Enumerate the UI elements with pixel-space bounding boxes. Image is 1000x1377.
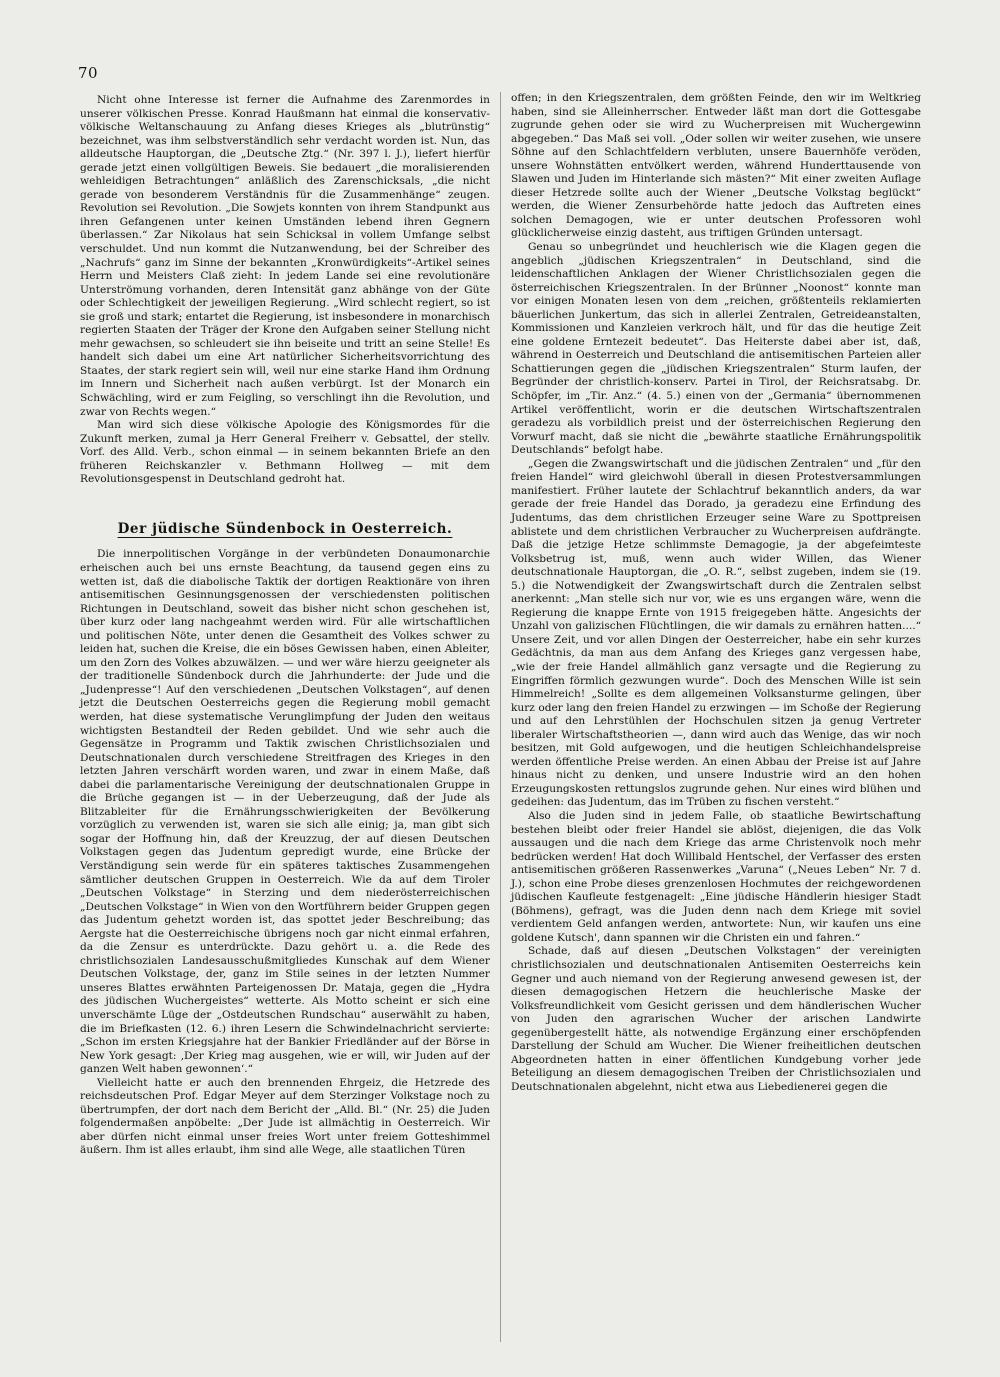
article-paragraph: Schade, daß auf diesen „Deutschen Volkstagen“ der vereinigten christlichsozialen und deutschnationalen Antisemiten Oesterreichs kein Gegner und auch niemand von der Regierung anwesend gewesen ist, der diesen demagogischen Hetzern die heuchlerische Maske der Volksfreundlichkeit vom Gesicht gerissen und dem händlerischen Wucher von Juden den agrarischen Wucher der arischen Landwirte gegenübergestellt hätte, als notwendige Ergänzung einer erschöpfenden Darstellung der Schuld am Wucher. Die Wiener freiheitlichen deutschen Abgeordneten hatten in einer öffentlichen Kundgebung vorher jede Beteiligung an diesem demagogischen Treiben der Christlichsozialen und Deutschnationalen abgelehnt, nicht etwa aus Liebedienerei gegen die (511, 945, 921, 1093)
article-paragraph: Nicht ohne Interesse ist ferner die Aufnahme des Zarenmordes in unserer völkischen Presse. Konrad Haußmann hat einmal die konservativ-völkische Weltanschauung zu Anfang dieses Krieges als „blutrünstig“ bezeichnet, was ihm selbstverständlich sehr verdacht worden ist. Nun, das alldeutsche Hauptorgan, die „Deutsche Ztg.“ (Nr. 397 l. J.), liefert hierfür gerade jetzt einen vollgültigen Beweis. Sie bedauert „die moralisierenden wehleidigen Betrachtungen“ anläßlich des Zarenschicksals, „die nicht gerade von besonderem Verständnis für die Zusammenhänge“ zeugen. Revolution sei Revolution. „Die Sowjets konnten von ihrem Standpunkt aus ihren Gefangenen unter keinen Umständen lebend ihren Gegnern überlassen.“ Zar Nikolaus hat sein Schicksal in vollem Umfange selbst verschuldet. Und nun kommt die Nutzanwendung, bei der Schreiber des „Nachrufs“ ganz im Sinne der bekannten „Kronwürdigkeits“-Artikel seines Herrn und Meisters Claß zieht: In jedem Lande sei eine revolutionäre Unterströmung vorhanden, deren Intensität ganz abhänge von der Güte oder Schlechtigkeit der jeweiligen Regierung. „Wird schlecht regiert, so ist sie groß und stark; entartet die Regierung, ist insbesondere in monarchisch regierten Staaten der Träger der Krone den Aufgaben seiner Stellung nicht mehr gewachsen, so schleudert sie ihn beiseite und tritt an seine Stelle! Es handelt sich dabei um eine Art natürlicher Sicherheitsvorrichtung des Staates, der stark regiert sein will, weil nur eine starke Hand ihm Ordnung im Innern und Sicherheit nach außen verbürgt. Ist der Monarch ein Schwächling, wird er zum Feigling, so verschlingt ihn die Revolution, und zwar von Rechts wegen.“ (80, 94, 490, 418)
section-gap (80, 487, 490, 509)
article-paragraph: Genau so unbegründet und heuchlerisch wie die Klagen gegen die angeblich „jüdischen Kriegszentralen“ in Deutschland, sind die leidenschaftlichen Anklagen der Wiener Christlichsozialen gegen die österreichischen Kriegszentralen. In der Brünner „Noonost“ konnte man vor einigen Monaten lesen von dem „reichen, größtenteils reklamierten bäuerlichen Junkertum, das sich in allerlei Zentralen, Getreideanstalten, Kommissionen und Kanzleien verkroch hält, und für das die heutige Zeit eine goldene Erntezeit bedeutet“. Das Heiterste dabei aber ist, daß, während in Oesterreich und Deutschland die antisemitischen Parteien aller Schattierungen gegen die „jüdischen Kriegszentralen“ Sturm laufen, der Begründer der christlich-konserv. Partei in Tirol, der Reichsratsabg. Dr. Schöpfer, im „Tir. Anz.“ (4. 5.) einen von der „Germania“ übernommenen Artikel veröffentlicht, worin er die deutschen Wirtschaftszentralen geradezu als vorbildlich preist und der österreichischen Regierung den Vorwurf macht, daß sie nicht die „bewährte staatliche Ernährungspolitik Deutschlands“ befolgt habe. (511, 241, 921, 457)
article-paragraph: Man wird sich diese völkische Apologie des Königsmordes für die Zukunft merken, zumal ja Herr General Freiherr v. Gebsattel, der stellv. Vorf. des Alld. Verb., schon einmal — in seinem bekannten Briefe an den früheren Reichskanzler v. Bethmann Hollweg — mit dem Revolutionsgespenst in Deutschland gedroht hat. (80, 419, 490, 486)
heading-spacer (80, 540, 490, 548)
article-paragraph: Also die Juden sind in jedem Falle, ob staatliche Bewirtschaftung bestehen bleibt oder freier Handel sie ablöst, diejenigen, die das Volk aussaugen und die nach dem Kriege das arme Christenvolk noch mehr bedrücken werden! Hat doch Willibald Hentschel, der Verfasser des ersten antisemitischen größeren Rassenwerkes „Varuna“ („Neues Leben“ Nr. 7 d. J.), schon eine Probe dieses grenzenlosen Hochmutes der reichgewordenen jüdischen Kaufleute festgenagelt: „Eine jüdische Händlerin hiesiger Stadt (Böhmens), gefragt, was die Juden denn nach dem Kriege mit soviel verdientem Geld anfangen werden, antwortete: Nun, wir kaufen uns eine goldene Kutsch', dann spannen wir die Christen ein und fahren.“ (511, 809, 921, 944)
article-paragraph: offen; in den Kriegszentralen, dem größten Feinde, den wir im Weltkrieg haben, sind sie Alleinherrscher. Entweder läßt man dort die Gottesgabe zugrunde gehen oder sie wird zu Wucherpreisen mit Wuchergewinn abgegeben.“ Das Maß sei voll. „Oder sollen wir weiter zusehen, wie unsere Söhne auf den Schlachtfeldern verbluten, unsere Bauernhöfe veröden, unsere Wohnstätten entvölkert werden, während Hunderttausende von Slawen und Juden im Hinterlande sich mästen?“ Mit einer zweiten Auflage dieser Hetzrede sollte auch der Wiener „Deutsche Volkstag beglückt“ werden, die Wiener Zensurbehörde hatte jedoch das Auftreten eines solchen Demagogen, wie er unter deutschen Professoren wohl glücklicherweise einzig dasteht, aus triftigen Gründen untersagt. (511, 92, 921, 240)
left-column (80, 94, 490, 1158)
article-paragraph: Die innerpolitischen Vorgänge in der verbündeten Donaumonarchie erheischen auch bei uns ernste Beachtung, da tausend gegen eins zu wetten ist, daß die diabolische Taktik der dortigen Reaktionäre von ihren antisemitischen Gesinnungsgenossen der verschiedensten politischen Richtungen in Deutschland, soweit das bisher nicht schon geschehen ist, über kurz oder lang nachgeahmt werden wird. Für alle wirtschaftlichen und politischen Nöte, unter denen die Gesamtheit des Volkes schwer zu leiden hat, suchen die Kreise, die ein böses Gewissen haben, einen Ableiter, um den Zorn des Volkes abzuwälzen. — und wer wäre hierzu geeigneter als der traditionelle Sündenbock durch die Jahrhunderte: der Jude und die „Judenpresse“! Auf den verschiedenen „Deutschen Volkstagen“, auf denen jetzt die Deutschen Oesterreichs gegen die Regierung mobil gemacht werden, hat diese systematische Verunglimpfung der Juden den weitaus wichtigsten Bestandteil der Reden gebildet. Und wie sehr auch die Gegensätze in Programm und Taktik zwischen Christlichsozialen und Deutschnationalen durch verschiedene Streitfragen des Krieges in den letzten Jahren verschärft worden waren, und zwar in einem Maße, daß dabei die parlamentarische Vereinigung der deutschnationalen Gruppe in die Brüche gegangen ist — in der Ueberzeugung, daß der Jude als Blitzableiter für die Ernährungsschwierigkeiten der Bevölkerung vorzüglich zu verwenden ist, waren sie sich alle einig; ja, man gibt sich sogar der Hoffnung hin, daß der Kreuzzug, der auf diesen Deutschen Volkstagen gegen das Judentum gepredigt wurde, eine Brücke der Verständigung sein werde für ein späteres taktisches Zusammengehen sämtlicher deutschen Gruppen in Oesterreich. Wie da auf dem Tiroler „Deutschen Volkstage“ in Sterzing und dem niederösterreichischen „Deutschen Volkstage“ in Wien von den Wortführern beider Gruppen gegen das Judentum gehetzt worden ist, das spottet jeder Beschreibung; das Aergste hat die Oesterreichische übrigens noch gar nicht einmal erfahren, da die Zensur es unterdrückte. Dazu gehört u. a. die Rede des christlichsozialen Landesausschußmitgliedes Kunschak auf dem Wiener Deutschen Volkstage, der, ganz im Stile seines in der letzten Nummer unseres Blattes erwähnten Parteigenossen Dr. Mataja, gegen die „Hydra des jüdischen Wuchergeistes“ wetterte. Als Motto scheint er sich eine unverschämte Lüge der „Ostdeutschen Rundschau“ auserwählt zu haben, die im Briefkasten (12. 6.) ihren Lesern die Schwindelnachricht servierte: „Schon im ersten Kriegsjahre hat der Bankier Friedländer auf der Börse in New York gesagt: ‚Der Krieg mag ausgehen, wie er will, wir Juden auf der ganzen Welt haben gewonnen‘.“ (80, 548, 490, 1076)
section-heading: Der jüdische Sündenbock in Oesterreich. (117, 520, 453, 537)
right-column (511, 92, 921, 1094)
article-paragraph: „Gegen die Zwangswirtschaft und die jüdischen Zentralen“ und „für den freien Handel“ wird gleichwohl überall in diesen Protestversammlungen manifestiert. Früher lautete der Schlachtruf bekanntlich anders, da war gerade der freie Handel das Dorado, ja geradezu eine Erfindung des Judentums, das dem christlichen Erzeuger seine Ware zu Spottpreisen ablistete und dem christlichen Verbraucher zu Wucherpreisen aufdrängte. Daß die jetzige Hetze schlimmste Demagogie, ja der abgefeimteste Volksbetrug ist, muß, wenn auch wider Willen, das Wiener deutschnationale Hauptorgan, die „O. R.“, selbst zugeben, indem sie (19. 5.) die Notwendigkeit der Zwangswirtschaft durch die Zentralen selbst anerkennt: „Man stelle sich nur vor, wie es uns ergangen wäre, wenn die Regierung die knappe Ernte von 1915 freigegeben hätte. Angesichts der Unzahl von galizischen Flüchtlingen, die wir damals zu ernähren hatten....“ Unsere Zeit, und vor allen Dingen der Oesterreicher, habe ein sehr kurzes Gedächtnis, da man aus dem Anfang des Krieges ganz vergessen habe, „wie der freie Handel allmählich ganz versagte und die Regierung zu Eingriffen förmlich gezwungen wurde“. Doch des Menschen Wille ist sein Himmelreich! „Sollte es dem allgemeinen Volksansturme gelingen, über kurz oder lang den freien Handel zu erzwingen — im Schoße der Regierung und auf den Lehrstühlen der Hochschulen sitzen ja genug Vertreter liberaler Wirtschaftstheorien —, dann wird auch das Wenige, das wir noch besitzen, mit Gold aufgewogen, und die heutigen Schleichhandelspreise werden öffentliche Preise werden. An einen Abbau der Preise ist auf Jahre hinaus nicht zu denken, und unsere Industrie wird an den hohen Erzeugungskosten rettungslos zugrunde gehen. Nur eines wird blühen und gedeihen: das Judentum, das im Trüben zu fischen versteht.“ (511, 457, 921, 809)
page-number: 70 (78, 64, 99, 82)
article-paragraph: Vielleicht hatte er auch den brennenden Ehrgeiz, die Hetzrede des reichsdeutschen Prof. Edgar Meyer auf dem Sterzinger Volkstage noch zu übertrumpfen, der dort nach dem Bericht der „Alld. Bl.“ (Nr. 25) die Juden folgendermaßen anpöbelte: „Der Jude ist allmächtig in Oesterreich. Wir aber dürfen nicht einmal unser freies Wort unter freiem Gotteshimmel äußern. Ihm ist alles erlaubt, ihm sind alle Wege, alle staatlichen Türen (80, 1076, 490, 1157)
column-divider (500, 92, 501, 1342)
